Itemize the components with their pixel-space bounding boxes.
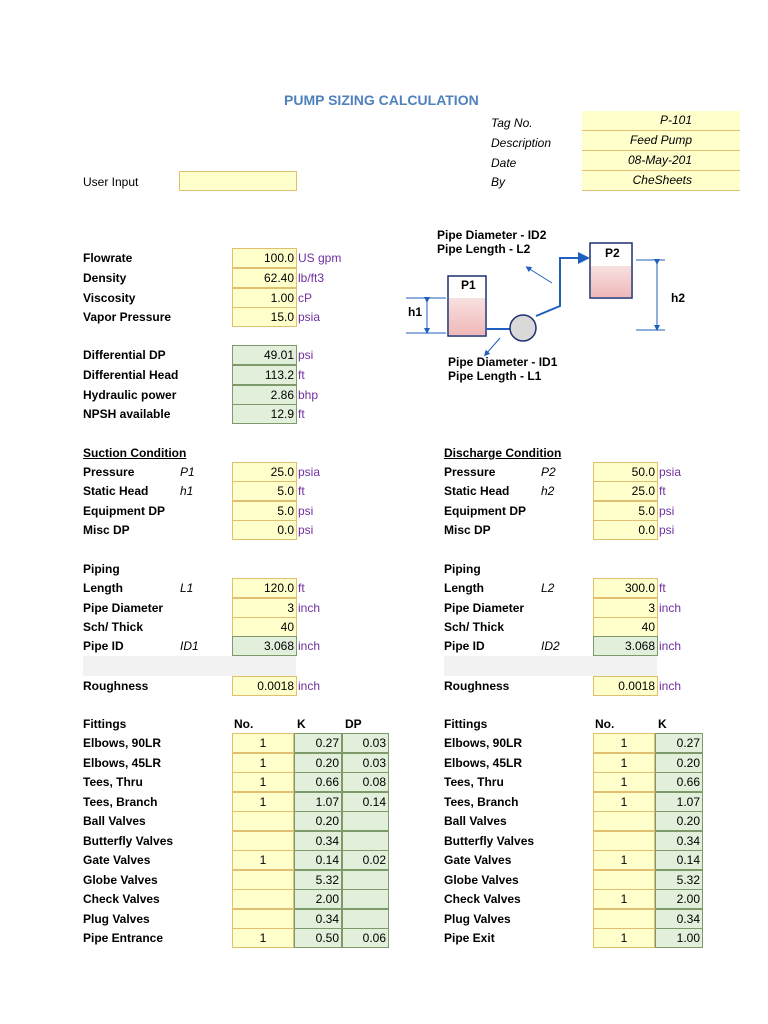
suction-pipe_id-value: 3.068 xyxy=(232,636,297,656)
diagram-h2: h2 xyxy=(671,291,686,305)
fitting-name: Tees, Thru xyxy=(83,775,143,789)
discharge-sch-input[interactable]: 40 xyxy=(593,617,658,637)
fitting-k-value: 1.00 xyxy=(655,928,703,948)
diagram-h1: h1 xyxy=(408,305,423,319)
suction-piping-heading: Piping xyxy=(83,562,120,576)
fitting-k-value: 0.34 xyxy=(655,909,703,929)
flowrate-label: Flowrate xyxy=(83,251,133,265)
page-title: PUMP SIZING CALCULATION xyxy=(284,92,479,108)
suction-diameter-unit: inch xyxy=(298,601,321,615)
flowrate-unit: US gpm xyxy=(298,251,342,265)
fitting-name: Globe Valves xyxy=(444,872,519,887)
discharge-gray-band xyxy=(444,656,657,676)
diagram-p1: P1 xyxy=(461,278,476,292)
fitting-k-value: 0.20 xyxy=(655,753,703,773)
fitting-name: Globe Valves xyxy=(83,872,158,887)
fitting-dp-value: 0.06 xyxy=(342,928,389,948)
discharge-heading: Discharge Condition xyxy=(444,446,562,460)
discharge-equip_dp-label: Equipment DP xyxy=(444,504,527,518)
fitting-name: Tees, Thru xyxy=(444,775,504,789)
fitting-name: Ball Valves xyxy=(83,814,146,828)
discharge-pressure-symbol: P2 xyxy=(541,465,556,479)
npsh-label: NPSH available xyxy=(83,407,171,421)
diff-dp-value: 49.01 xyxy=(232,345,297,365)
discharge-roughness-unit: inch xyxy=(659,679,682,693)
hyd-power-value: 2.86 xyxy=(232,385,297,405)
fitting-k-value: 0.14 xyxy=(655,850,703,870)
fitting-count-input[interactable]: 1 xyxy=(232,733,294,753)
discharge-length-symbol: L2 xyxy=(541,581,555,595)
npsh-value: 12.9 xyxy=(232,404,297,424)
density-unit: lb/ft3 xyxy=(298,271,325,285)
discharge-fittings-heading: Fittings xyxy=(444,717,488,731)
discharge-static_head-unit: ft xyxy=(659,484,666,498)
suction-pressure-label: Pressure xyxy=(83,465,135,479)
hyd-power-label: Hydraulic power xyxy=(83,388,177,402)
suction-misc_dp-unit: psi xyxy=(298,523,314,537)
tag-field[interactable]: P-101 xyxy=(582,111,740,131)
suction-static_head-input[interactable]: 5.0 xyxy=(232,481,297,501)
fitting-name: Check Valves xyxy=(83,892,160,906)
fitting-count-input[interactable]: 1 xyxy=(593,753,655,773)
vapor-pressure-label: Vapor Pressure xyxy=(83,310,172,324)
fitting-name: Tees, Branch xyxy=(83,794,158,809)
by-label: By xyxy=(491,175,506,189)
discharge-static_head-input[interactable]: 25.0 xyxy=(593,481,658,501)
user-input-swatch xyxy=(179,171,297,191)
diff-head-unit: ft xyxy=(298,368,305,382)
fitting-name: Elbows, 90LR xyxy=(83,736,162,750)
fitting-k-value: 0.14 xyxy=(294,850,342,870)
suction-pipe_id-unit: inch xyxy=(298,639,321,653)
discharge-roughness-input[interactable]: 0.0018 xyxy=(593,676,658,696)
fitting-name: Ball Valves xyxy=(444,814,507,828)
fitting-dp-value: 0.03 xyxy=(342,753,389,773)
discharge-static_head-symbol: h2 xyxy=(541,484,555,498)
fitting-count-input[interactable]: 1 xyxy=(232,772,294,792)
fitting-k-value: 0.20 xyxy=(294,811,342,831)
suction-fittings-heading: Fittings xyxy=(83,717,127,731)
fitting-dp-value: 0.02 xyxy=(342,850,389,870)
fitting-name: Elbows, 45LR xyxy=(444,755,523,770)
fitting-dp-value: 0.08 xyxy=(342,772,389,792)
suction-roughness-input[interactable]: 0.0018 xyxy=(232,676,297,696)
suction-diameter-label: Pipe Diameter xyxy=(83,601,164,615)
suction-col-no: No. xyxy=(234,717,254,731)
fitting-count-input[interactable]: 1 xyxy=(593,733,655,753)
pump-icon xyxy=(510,315,536,341)
fitting-k-value: 1.07 xyxy=(655,792,703,812)
discharge-pressure-input[interactable]: 50.0 xyxy=(593,462,658,482)
fitting-count-input[interactable] xyxy=(232,811,294,831)
hyd-power-unit: bhp xyxy=(298,388,319,402)
fitting-count-input[interactable]: 1 xyxy=(232,753,294,773)
fitting-k-value: 0.66 xyxy=(294,772,342,792)
discharge-col-k: K xyxy=(658,717,667,731)
diagram-l1-label: Pipe Length - L1 xyxy=(448,369,542,383)
fitting-count-input[interactable] xyxy=(232,831,294,851)
suction-col-k: K xyxy=(297,717,306,731)
diff-head-value: 113.2 xyxy=(232,365,297,385)
fitting-k-value: 2.00 xyxy=(655,889,703,909)
suction-length-input[interactable]: 120.0 xyxy=(232,578,297,598)
fitting-count-input[interactable]: 1 xyxy=(232,928,294,948)
diff-dp-unit: psi xyxy=(298,348,314,362)
suction-sch-input[interactable]: 40 xyxy=(232,617,297,637)
discharge-equip_dp-unit: psi xyxy=(659,504,675,518)
fitting-name: Plug Valves xyxy=(444,911,511,926)
description-label: Description xyxy=(491,136,552,150)
suction-static_head-symbol: h1 xyxy=(180,484,194,498)
suction-equip_dp-label: Equipment DP xyxy=(83,504,166,518)
fitting-count-input[interactable] xyxy=(593,909,655,929)
suction-length-unit: ft xyxy=(298,581,305,595)
discharge-piping-heading: Piping xyxy=(444,562,481,576)
discharge-length-label: Length xyxy=(444,581,484,595)
suction-gray-band xyxy=(83,656,296,676)
fitting-dp-value xyxy=(342,909,389,929)
fitting-name: Elbows, 45LR xyxy=(83,755,162,770)
fitting-dp-value: 0.03 xyxy=(342,733,389,753)
fitting-k-value: 0.27 xyxy=(294,733,342,753)
fitting-count-input[interactable] xyxy=(593,831,655,851)
date-label: Date xyxy=(491,156,517,170)
density-input[interactable]: 62.40 xyxy=(232,268,297,288)
fitting-name: Pipe Exit xyxy=(444,931,495,945)
fitting-dp-value xyxy=(342,811,389,831)
suction-col-dp: DP xyxy=(345,717,362,731)
suction-heading: Suction Condition xyxy=(83,446,187,460)
discharge-length-input[interactable]: 300.0 xyxy=(593,578,658,598)
fitting-count-input[interactable]: 1 xyxy=(593,792,655,812)
discharge-pipe_id-symbol: ID2 xyxy=(541,639,560,653)
fitting-k-value: 5.32 xyxy=(294,870,342,890)
fitting-count-input[interactable] xyxy=(232,870,294,890)
flowrate-input[interactable]: 100.0 xyxy=(232,248,297,268)
fitting-name: Elbows, 90LR xyxy=(444,736,523,750)
discharge-diameter-unit: inch xyxy=(659,601,682,615)
discharge-pipe_id-label: Pipe ID xyxy=(444,639,485,653)
fitting-k-value: 1.07 xyxy=(294,792,342,812)
discharge-diameter-input[interactable]: 3 xyxy=(593,598,658,618)
suction-diameter-input[interactable]: 3 xyxy=(232,598,297,618)
fitting-count-input[interactable] xyxy=(232,889,294,909)
user-input-label: User Input xyxy=(83,175,139,189)
fitting-count-input[interactable]: 1 xyxy=(232,792,294,812)
fitting-k-value: 0.20 xyxy=(655,811,703,831)
suction-misc_dp-label: Misc DP xyxy=(83,523,130,537)
suction-pressure-symbol: P1 xyxy=(180,465,195,479)
suction-pressure-unit: psia xyxy=(298,465,321,479)
discharge-pressure-label: Pressure xyxy=(444,465,496,479)
description-field[interactable]: Feed Pump xyxy=(582,131,740,151)
fitting-k-value: 5.32 xyxy=(655,870,703,890)
discharge-roughness-label: Roughness xyxy=(444,679,510,693)
fitting-k-value: 0.34 xyxy=(294,909,342,929)
date-field[interactable]: 08-May-201 xyxy=(582,151,740,171)
discharge-diameter-label: Pipe Diameter xyxy=(444,601,525,615)
diagram-p2: P2 xyxy=(605,246,620,260)
pump-diagram xyxy=(400,238,700,358)
fitting-dp-value xyxy=(342,889,389,909)
discharge-col-no: No. xyxy=(595,717,615,731)
discharge-length-unit: ft xyxy=(659,581,666,595)
suction-sch-label: Sch/ Thick xyxy=(83,620,144,634)
discharge-pressure-unit: psia xyxy=(659,465,682,479)
fitting-count-input[interactable]: 1 xyxy=(232,850,294,870)
suction-pressure-input[interactable]: 25.0 xyxy=(232,462,297,482)
fitting-dp-value xyxy=(342,831,389,851)
fitting-name: Gate Valves xyxy=(444,853,512,867)
discharge-misc_dp-unit: psi xyxy=(659,523,675,537)
fitting-count-input[interactable]: 1 xyxy=(593,928,655,948)
fitting-dp-value: 0.14 xyxy=(342,792,389,812)
discharge-misc_dp-label: Misc DP xyxy=(444,523,491,537)
suction-static_head-unit: ft xyxy=(298,484,305,498)
viscosity-input[interactable]: 1.00 xyxy=(232,288,297,308)
fitting-k-value: 0.66 xyxy=(655,772,703,792)
suction-pipe_id-label: Pipe ID xyxy=(83,639,124,653)
fitting-name: Check Valves xyxy=(444,892,521,906)
diagram-l2-label: Pipe Length - L2 xyxy=(437,242,531,256)
fitting-k-value: 0.20 xyxy=(294,753,342,773)
discharge-static_head-label: Static Head xyxy=(444,484,510,498)
discharge-sch-label: Sch/ Thick xyxy=(444,620,505,634)
suction-length-label: Length xyxy=(83,581,123,595)
fitting-name: Pipe Entrance xyxy=(83,931,164,945)
npsh-unit: ft xyxy=(298,407,305,421)
suction-pipe_id-symbol: ID1 xyxy=(180,639,199,653)
fitting-count-input[interactable]: 1 xyxy=(593,889,655,909)
vapor-pressure-input[interactable]: 15.0 xyxy=(232,307,297,327)
diff-head-label: Differential Head xyxy=(83,368,179,382)
viscosity-unit: cP xyxy=(298,291,313,305)
fitting-k-value: 0.34 xyxy=(655,831,703,851)
fitting-k-value: 0.27 xyxy=(655,733,703,753)
vapor-pressure-unit: psia xyxy=(298,310,321,324)
discharge-misc_dp-input[interactable]: 0.0 xyxy=(593,520,658,540)
fitting-name: Plug Valves xyxy=(83,911,150,926)
suction-equip_dp-unit: psi xyxy=(298,504,314,518)
fitting-name: Butterfly Valves xyxy=(83,833,174,848)
fitting-count-input[interactable] xyxy=(593,811,655,831)
fitting-name: Tees, Branch xyxy=(444,794,519,809)
suction-static_head-label: Static Head xyxy=(83,484,149,498)
fitting-k-value: 0.50 xyxy=(294,928,342,948)
fitting-count-input[interactable] xyxy=(593,870,655,890)
fitting-name: Butterfly Valves xyxy=(444,833,535,848)
suction-equip_dp-input[interactable]: 5.0 xyxy=(232,501,297,521)
by-field[interactable]: CheSheets xyxy=(582,171,740,191)
fitting-count-input[interactable]: 1 xyxy=(593,850,655,870)
fitting-name: Gate Valves xyxy=(83,853,151,867)
suction-roughness-label: Roughness xyxy=(83,679,149,693)
diagram-id2-label: Pipe Diameter - ID2 xyxy=(437,228,547,242)
fitting-k-value: 0.34 xyxy=(294,831,342,851)
suction-roughness-unit: inch xyxy=(298,679,321,693)
density-label: Density xyxy=(83,271,127,285)
tag-label: Tag No. xyxy=(491,116,533,130)
discharge-equip_dp-input[interactable]: 5.0 xyxy=(593,501,658,521)
fitting-count-input[interactable] xyxy=(232,909,294,929)
discharge-pipe_id-unit: inch xyxy=(659,639,682,653)
fitting-dp-value xyxy=(342,870,389,890)
discharge-pipe_id-value: 3.068 xyxy=(593,636,658,656)
suction-misc_dp-input[interactable]: 0.0 xyxy=(232,520,297,540)
fitting-count-input[interactable]: 1 xyxy=(593,772,655,792)
diff-dp-label: Differential DP xyxy=(83,348,166,362)
diagram-id1-label: Pipe Diameter - ID1 xyxy=(448,355,558,369)
suction-length-symbol: L1 xyxy=(180,581,194,595)
fitting-k-value: 2.00 xyxy=(294,889,342,909)
viscosity-label: Viscosity xyxy=(83,291,136,305)
